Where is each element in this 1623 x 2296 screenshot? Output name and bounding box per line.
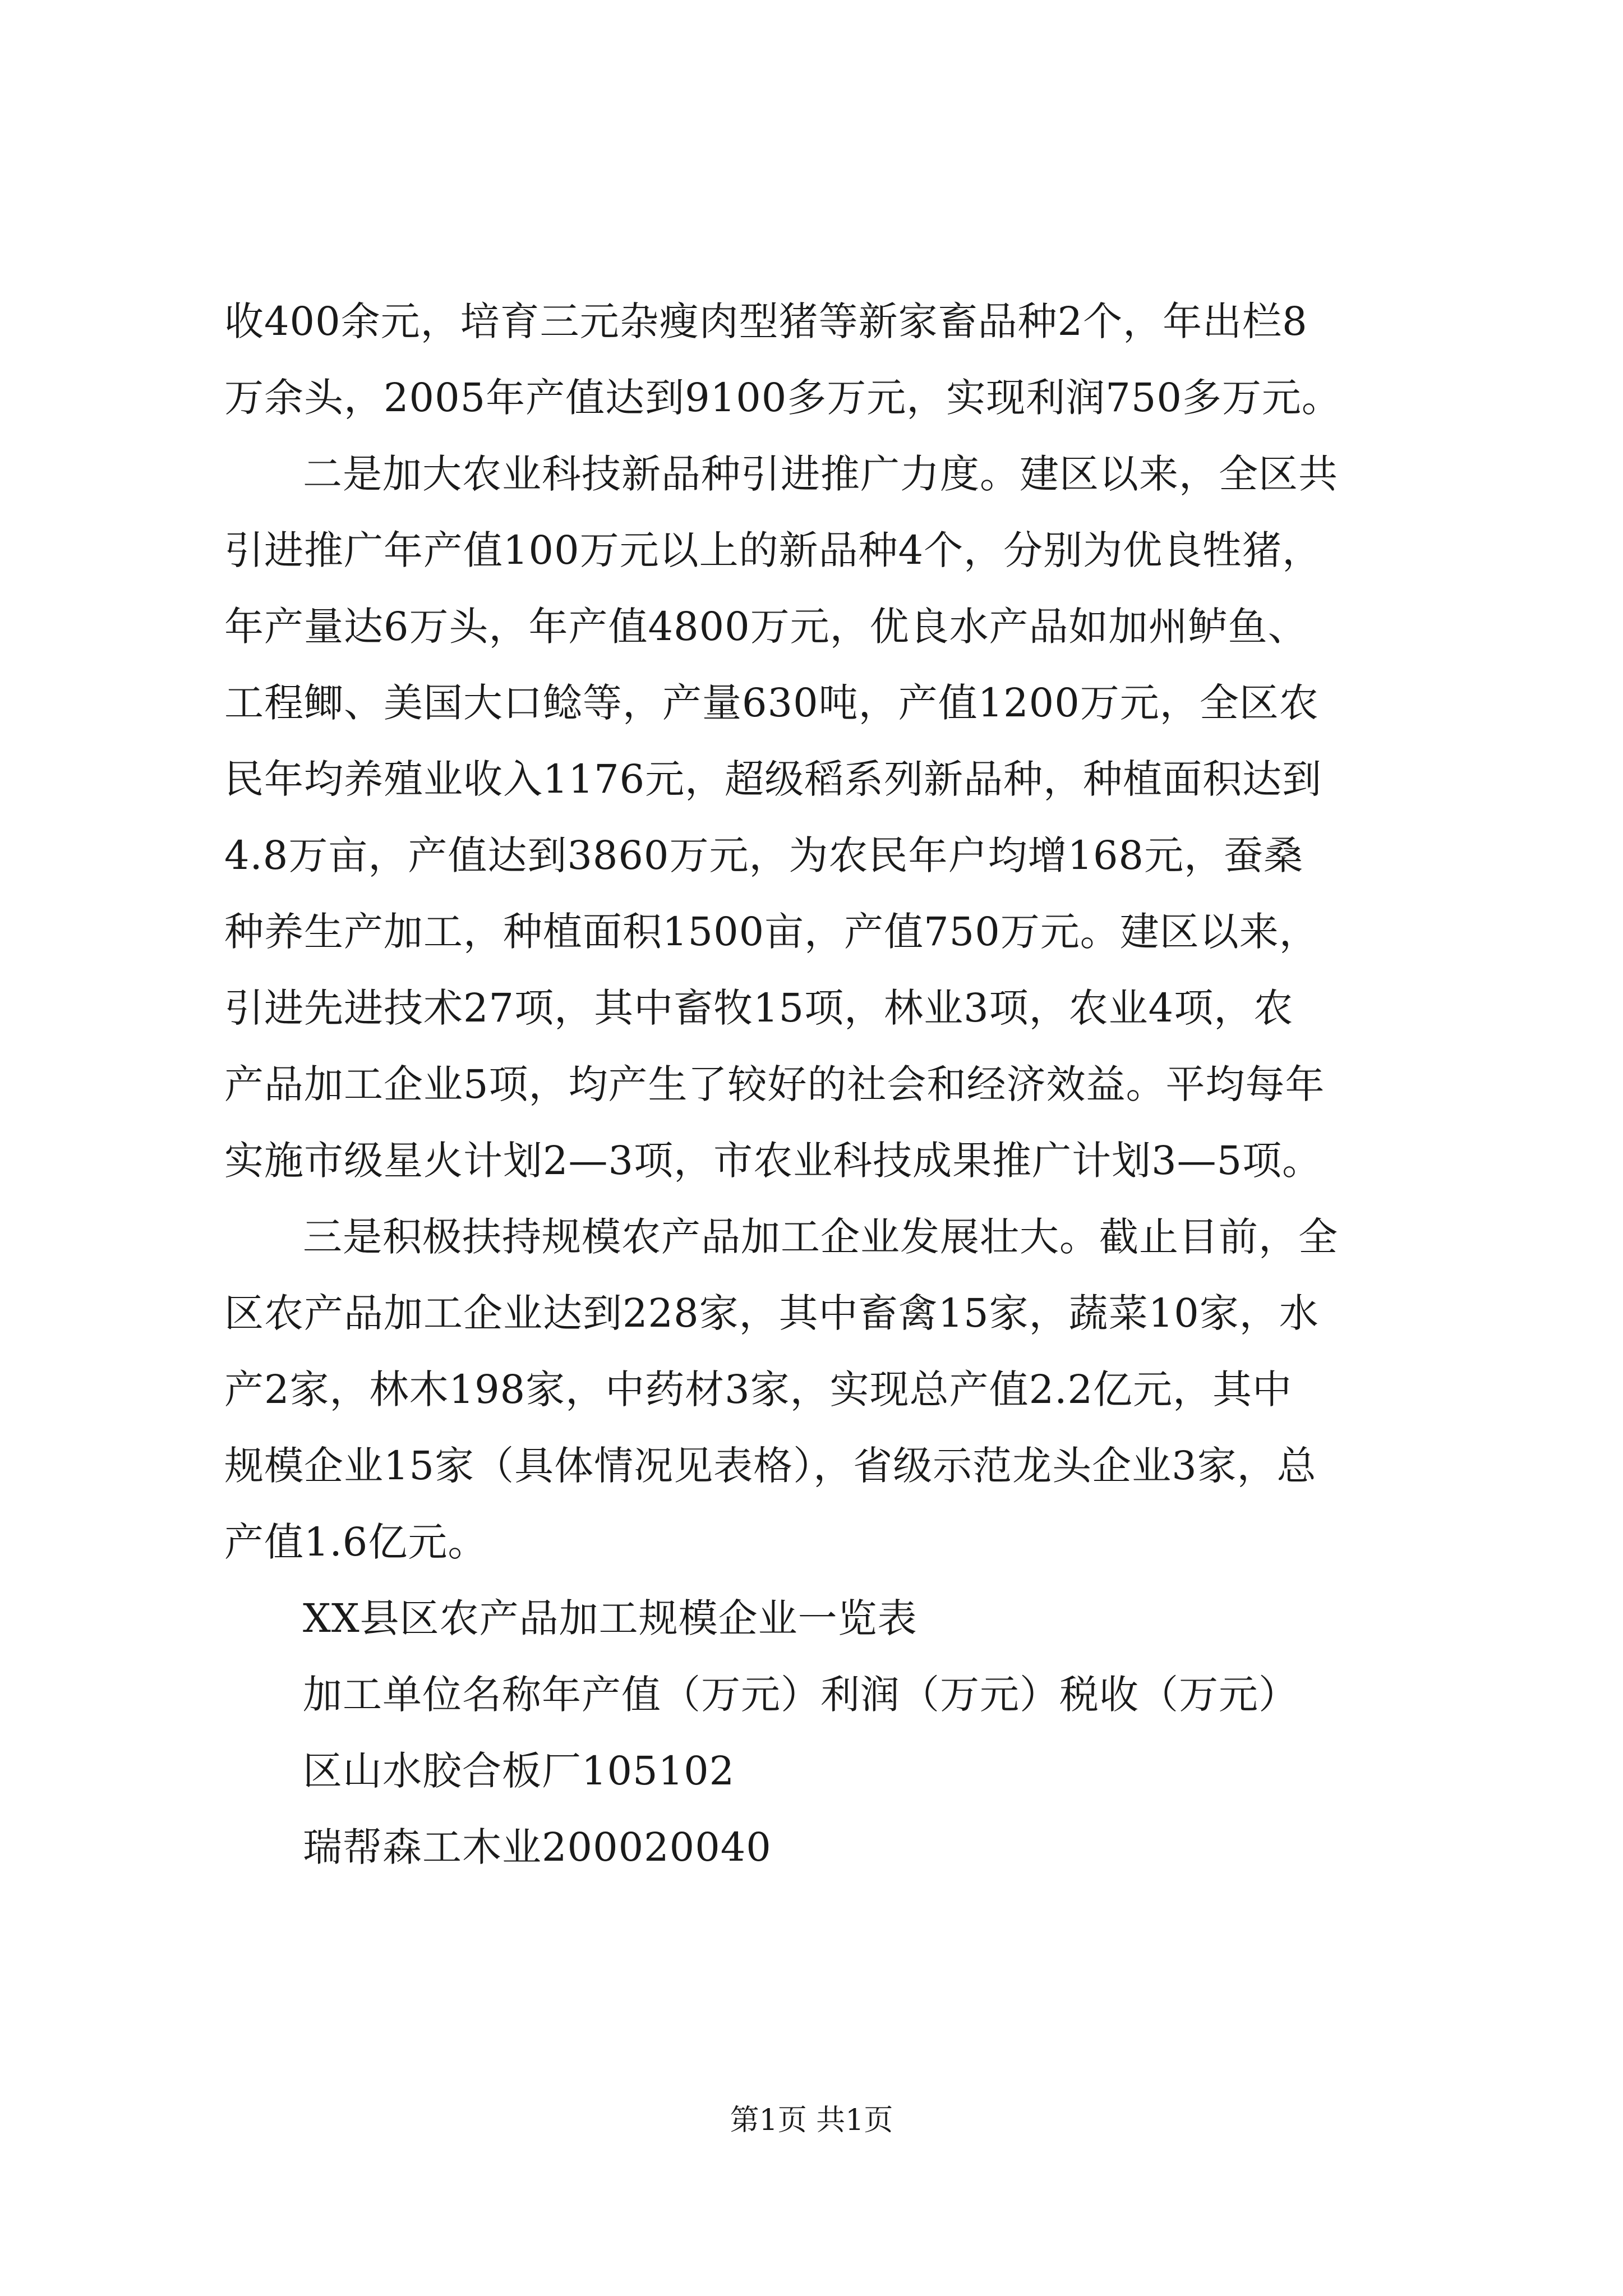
text-line: 收400余元，培育三元杂瘦肉型猪等新家畜品种2个，年出栏8 — [224, 298, 1308, 344]
text-line: 种养生产加工，种植面积1500亩，产值750万元。建区以来， — [224, 909, 1319, 955]
table-title: XX县区农产品加工规模企业一览表 — [303, 1595, 917, 1641]
text-line: 规模企业15家（具体情况见表格），省级示范龙头企业3家，总 — [224, 1443, 1317, 1489]
document-body — [224, 283, 1436, 1885]
paragraph-start-line: 二是加大农业科技新品种引进推广力度。建区以来，全区共 — [303, 451, 1338, 497]
table-row: 瑞帮森工木业200020040 — [303, 1824, 772, 1870]
text-line: 引进推广年产值100万元以上的新品种4个，分别为优良牲猪， — [224, 527, 1322, 573]
text-line: 民年均养殖业收入1176元，超级稻系列新品种，种植面积达到 — [224, 756, 1322, 802]
paragraph-start-line: 三是积极扶持规模农产品加工企业发展壮大。截止目前，全 — [303, 1214, 1338, 1260]
text-line: 年产量达6万头，年产值4800万元，优良水产品如加州鲈鱼、 — [224, 604, 1308, 650]
text-line: 产2家，林木198家，中药材3家，实现总产值2.2亿元，其中 — [224, 1366, 1293, 1412]
text-line: 区农产品加工企业达到228家，其中畜禽15家，蔬菜10家，水 — [224, 1290, 1319, 1336]
page-number: 第1页 共1页 — [730, 2104, 893, 2137]
text-line: 4.8万亩，产值达到3860万元，为农民年户均增168元，蚕桑 — [224, 832, 1304, 878]
table-header-row: 加工单位名称年产值（万元）利润（万元）税收（万元） — [303, 1672, 1298, 1718]
page-footer — [0, 2101, 1623, 2140]
text-line: 万余头，2005年产值达到9100多万元，实现利润750多万元。 — [224, 375, 1341, 421]
table-row: 区山水胶合板厂105102 — [303, 1748, 735, 1794]
text-line: 引进先进技术27项，其中畜牧15项，林业3项，农业4项，农 — [224, 985, 1294, 1031]
text-line: 工程鲫、美国大口鲶等，产量630吨，产值1200万元，全区农 — [224, 680, 1319, 726]
text-line: 产值1.6亿元。 — [224, 1519, 488, 1565]
text-line: 实施市级星火计划2—3项，市农业科技成果推广计划3—5项。 — [224, 1138, 1322, 1184]
text-line: 产品加工企业5项，均产生了较好的社会和经济效益。平均每年 — [224, 1061, 1325, 1107]
